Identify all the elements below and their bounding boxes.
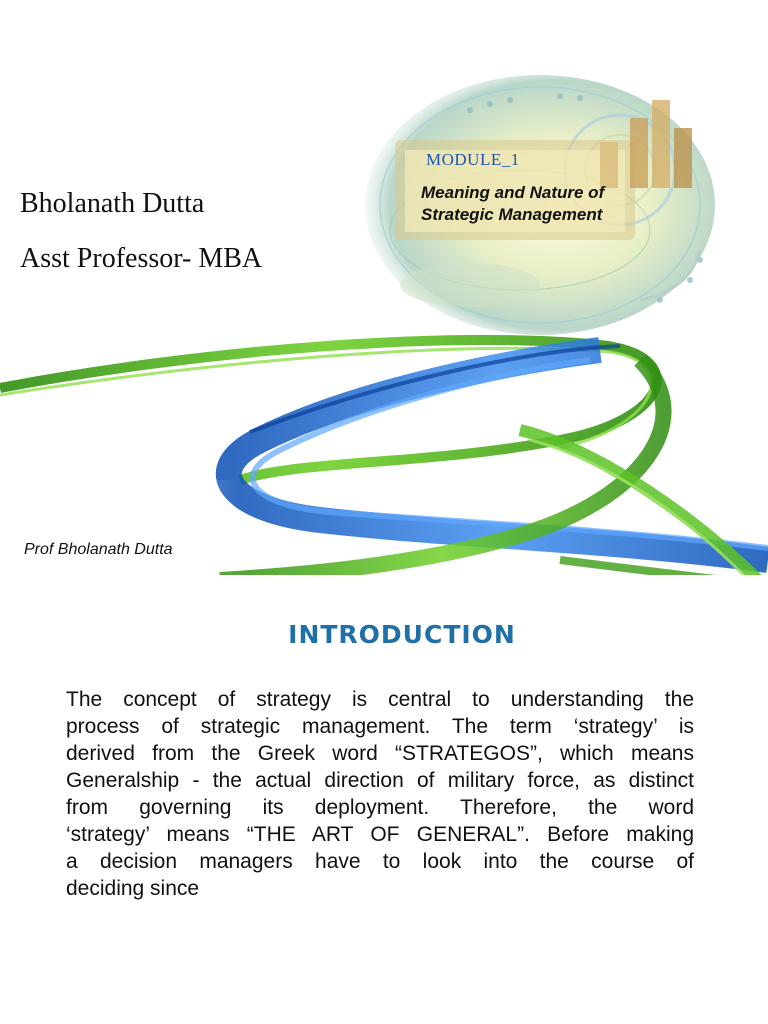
body-line: The concept of strategy is central to understanding the (66, 688, 694, 711)
section-heading: INTRODUCTION (288, 620, 516, 649)
module-label: MODULE_1 (426, 150, 520, 169)
module-title-line: Strategic Management (421, 205, 603, 224)
body-line: from governing its deployment. Therefore, the word (66, 796, 694, 819)
body-line: ‘strategy’ means “THE ART OF GENERAL”. Before making (66, 823, 694, 846)
body-line: Generalship - the actual direction of military force, as distinct (66, 769, 694, 792)
author-name: Bholanath Dutta (20, 188, 205, 219)
body-line: derived from the Greek word “STRATEGOS”, which means (66, 742, 694, 765)
module-title-line: Meaning and Nature of (421, 183, 605, 202)
body-line: process of strategic management. The term ‘strategy’ is (66, 715, 694, 738)
body-line: deciding since (66, 877, 200, 900)
module-title (421, 182, 651, 226)
body-paragraph (66, 686, 694, 902)
swoosh-ribbons (0, 340, 768, 620)
body-line: a decision managers have to look into the course of (66, 850, 694, 873)
author-title: Asst Professor- MBA (20, 243, 263, 274)
prof-signature: Prof Bholanath Dutta (24, 541, 173, 558)
